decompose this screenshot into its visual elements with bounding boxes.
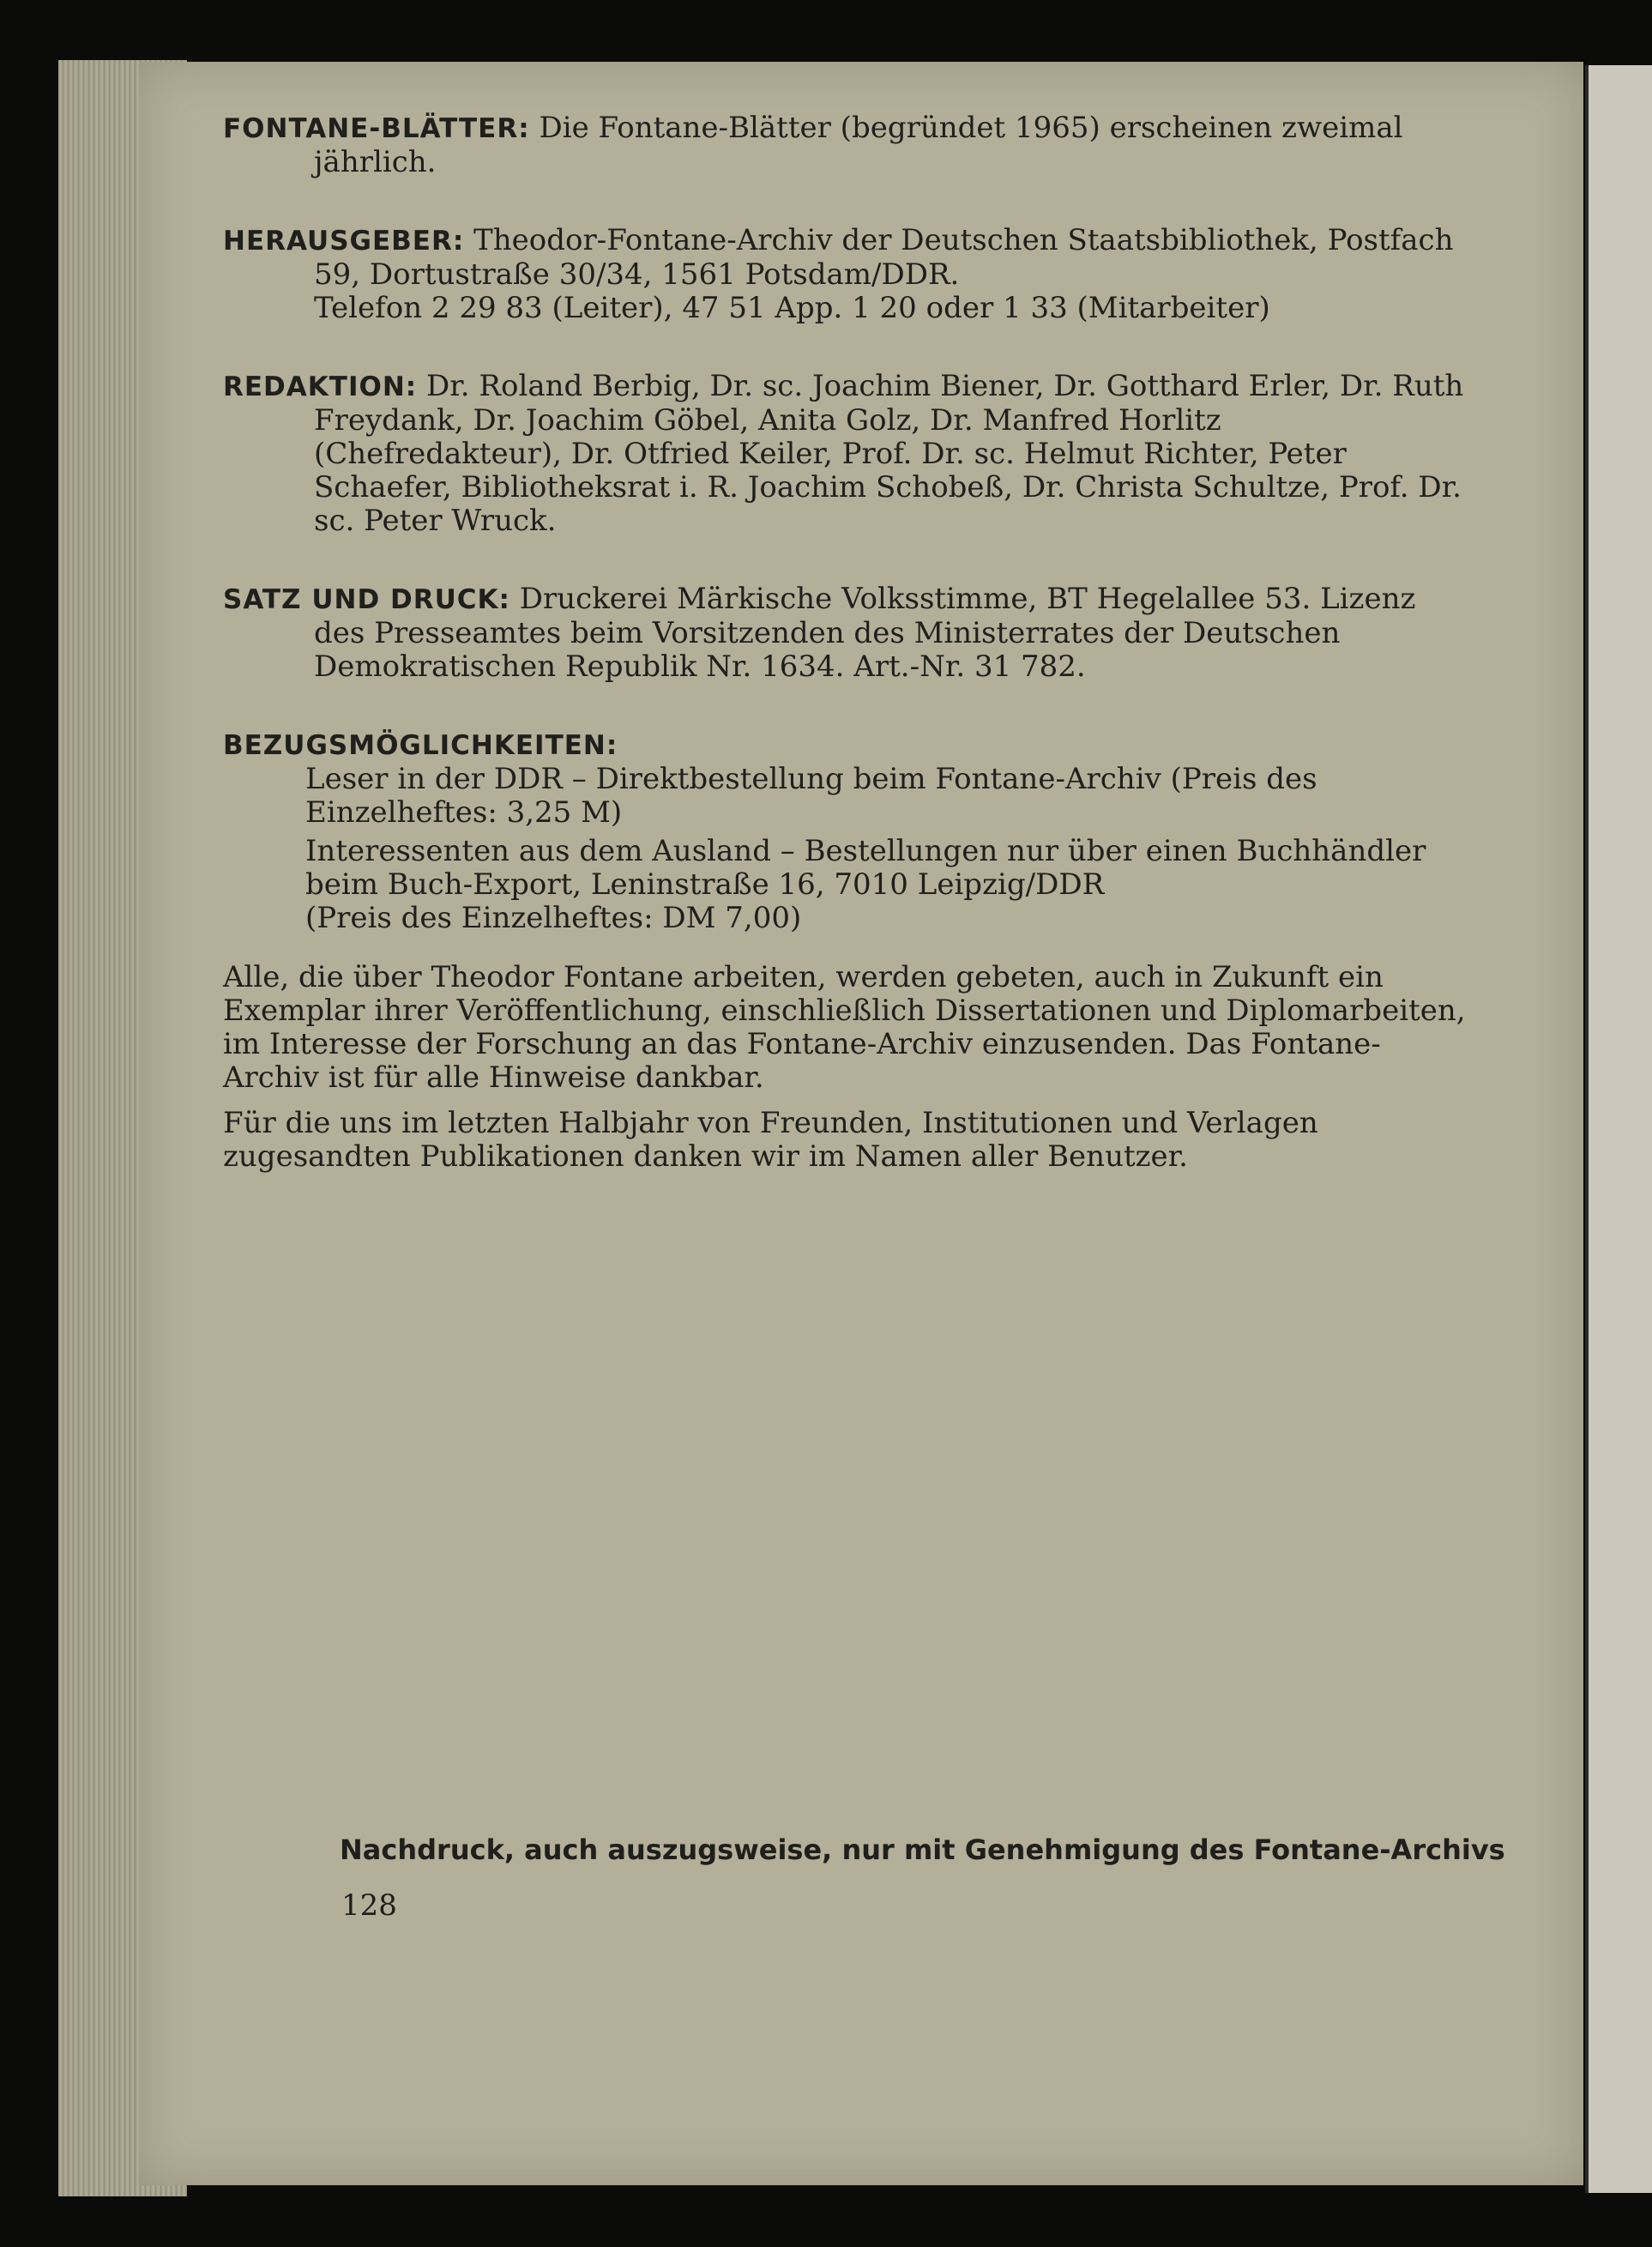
- label-bezugsmoeglichkeiten: BEZUGSMÖGLICHKEITEN: [223, 730, 606, 761]
- entry-fontane-blaetter: FONTANE-BLÄTTER: Die Fontane-Blätter (begründet 1965) erscheinen zweimal jährlich.: [223, 111, 1403, 179]
- reprint-notice: Nachdruck, auch auszugsweise, nur mit Genehmigung des Fontane-Archivs: [340, 1833, 1505, 1866]
- page-number: 128: [341, 1888, 397, 1923]
- entry-redaktion: REDAKTION: Dr. Roland Berbig, Dr. sc. Joachim Biener, Dr. Gotthard Erler, Dr. Ruth Freydank, Dr. Joachim Göbel, Anita Golz, Dr. Manfred Horlitz (Chefredakteur), Dr. Otfried Keiler, Prof. Dr. sc. Helmut Richter, Peter Schaefer, Bibliotheksrat i. R. Joachim Schobeß, Dr. Christa Schultze, Prof. Dr. sc. Peter Wruck.: [223, 369, 1464, 538]
- text-bezug-ausland-preis: (Preis des Einzelheftes: DM 7,00): [305, 901, 802, 935]
- entry-satz-und-druck: SATZ UND DRUCK: Druckerei Märkische Volksstimme, BT Hegelallee 53. Lizenz des Presseamtes beim Vorsitzenden des Ministerrates der Deutschen Demokratischen Republik Nr. 1634. Art.-Nr. 31 782.: [223, 582, 1416, 684]
- label-redaktion: REDAKTION: [223, 371, 406, 402]
- label-herausgeber: HERAUSGEBER: [223, 226, 453, 257]
- entry-herausgeber: HERAUSGEBER: Theodor-Fontane-Archiv der Deutschen Staatsbibliothek, Postfach 59, Dortustraße 30/34, 1561 Potsdam/DDR. Telefon 2 29 83 (Leiter), 47 51 App. 1 20 oder 1 33 (Mitarbeiter): [223, 224, 1475, 325]
- notice-paragraph-1: Alle, die über Theodor Fontane arbeiten, werden gebeten, auch in Zukunft ein Exemplar ihrer Veröffentlichung, einschließlich Dissertationen und Diplomarbeiten, im Interesse der Forschung an das Fontane-Archiv einzusenden. Das Fontane-Archiv ist für alle Hinweise dankbar.: [223, 960, 1466, 1095]
- text-telefon: Telefon 2 29 83 (Leiter), 47 51 App. 1 20 oder 1 33 (Mitarbeiter): [314, 291, 1270, 325]
- label-fontane-blaetter: FONTANE-BLÄTTER: [223, 113, 519, 144]
- bezug-details: [223, 763, 1475, 935]
- entry-bezugsmoeglichkeiten: BEZUGSMÖGLICHKEITEN: Leser in der DDR – Direktbestellung beim Fontane-Archiv (Preis des Einzelheftes: 3,25 M) Interessenten aus dem Ausland – Bestellungen nur über einen Buchhändler beim Buch-Export, Leninstraße 16, 7010 Leipzig/DDR (Preis des Einzelheftes: DM 7,00): [223, 728, 1475, 935]
- text-redaktion: Dr. Roland Berbig, Dr. sc. Joachim Biener, Dr. Gotthard Erler, Dr. Ruth Freydank, Dr. Joachim Göbel, Anita Golz, Dr. Manfred Horlitz (Chefredakteur), Dr. Otfried Keiler, Prof. Dr. sc. Helmut Richter, Peter Schaefer, Bibliotheksrat i. R. Joachim Schobeß, Dr. Christa Schultze, Prof. Dr. sc. Peter Wruck.: [314, 369, 1464, 538]
- notice: [223, 961, 1475, 1174]
- notice-paragraph-2: Für die uns im letzten Halbjahr von Freunden, Institutionen und Verlagen zugesandten Publikationen danken wir im Namen aller Benutzer.: [223, 1106, 1318, 1174]
- text-bezug-ausland: Interessenten aus dem Ausland – Bestellungen nur über einen Buchhändler beim Buch-Export, Leninstraße 16, 7010 Leipzig/DDR: [305, 834, 1426, 902]
- facing-page-edge: [1585, 65, 1652, 2193]
- text-fontane-blaetter: Die Fontane-Blätter (begründet 1965) erscheinen zweimal jährlich.: [314, 111, 1403, 179]
- imprint-content: [223, 112, 1475, 1186]
- text-satz-und-druck: Druckerei Märkische Volksstimme, BT Hegelallee 53. Lizenz des Presseamtes beim Vorsitzenden des Ministerrates der Deutschen Demokratischen Republik Nr. 1634. Art.-Nr. 31 782.: [314, 582, 1416, 684]
- text-bezug-ddr: Leser in der DDR – Direktbestellung beim Fontane-Archiv (Preis des Einzelheftes: 3,25 M): [305, 762, 1317, 830]
- text-herausgeber: Theodor-Fontane-Archiv der Deutschen Staatsbibliothek, Postfach 59, Dortustraße 30/34, 1561 Potsdam/DDR.: [314, 223, 1454, 292]
- label-satz-und-druck: SATZ UND DRUCK: [223, 584, 499, 615]
